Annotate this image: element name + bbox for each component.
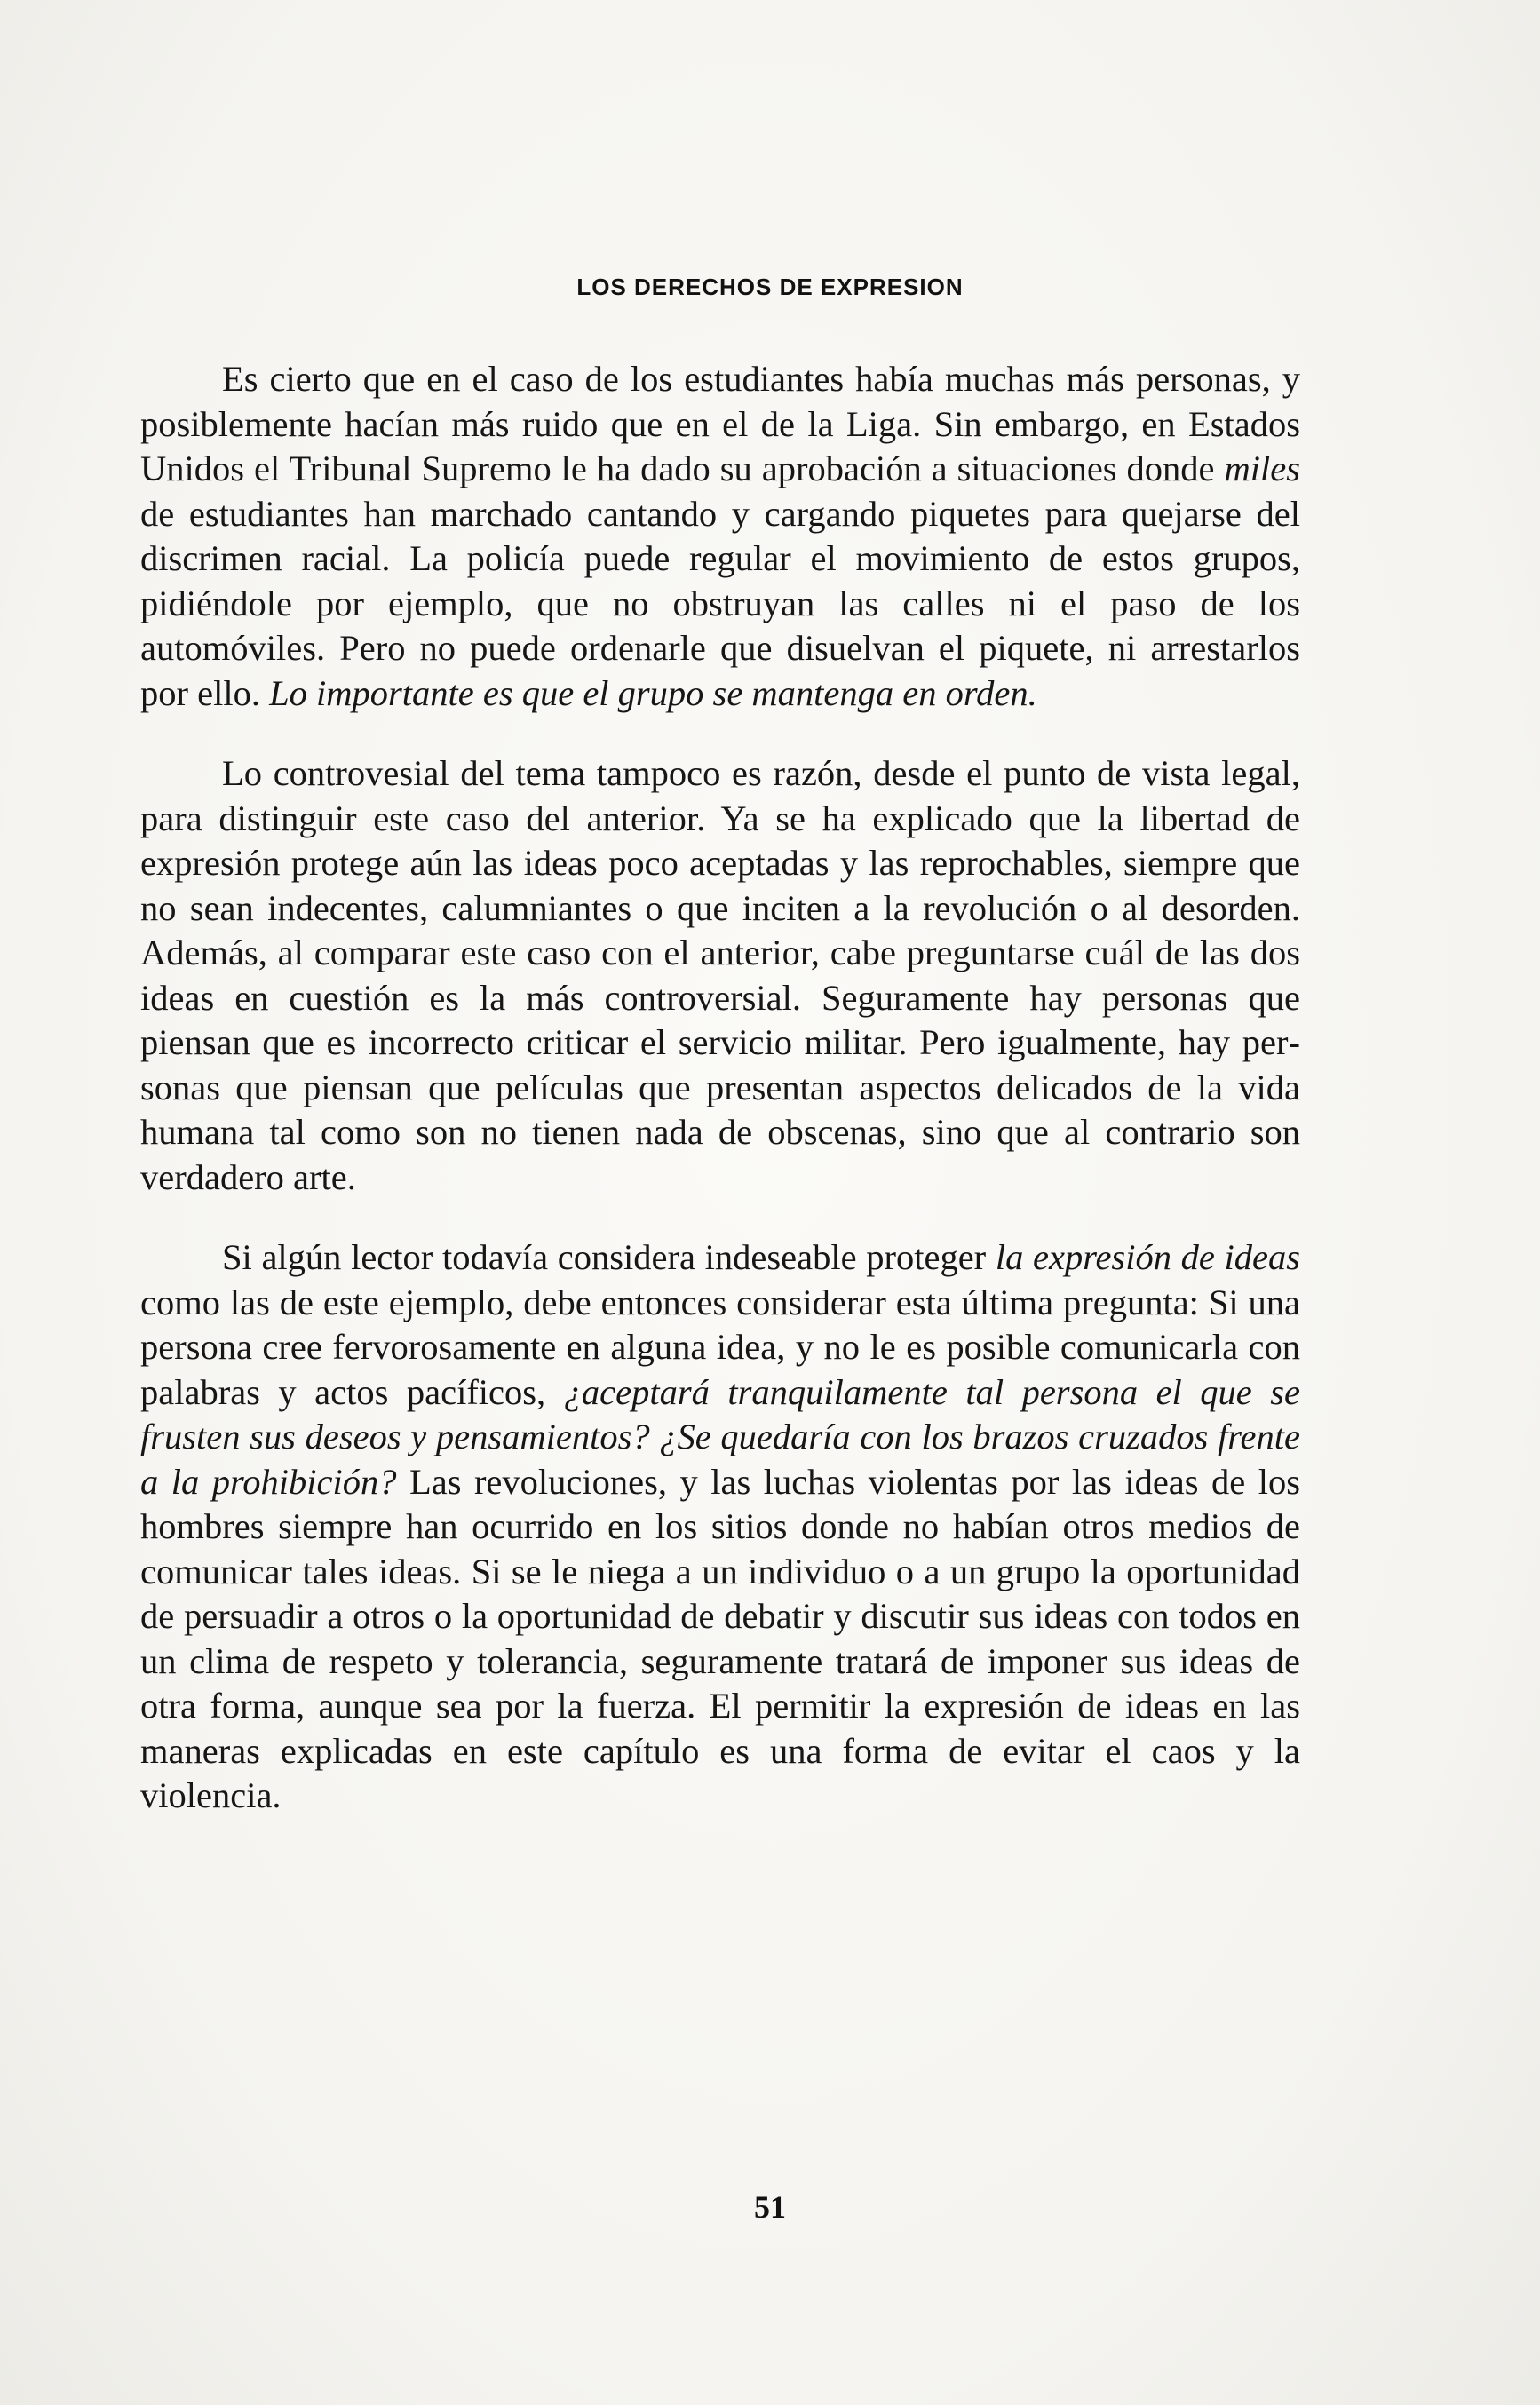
body-text <box>140 357 1300 1819</box>
italic-span: miles <box>1224 448 1300 488</box>
paragraph-1 <box>140 357 1300 716</box>
running-header: LOS DERECHOS DE EXPRESION <box>576 274 964 300</box>
text-span: Las revoluciones, y las luchas violentas por las ideas de los hombres siempre han ocurrido en los sitios donde no habían otros medios de comunicar tales ideas. Si se le niega a un individuo o a un grupo la oportunidad de persuadir a otros o la oportunidad de debatir y discutir sus ideas con todos en un clima de respeto y tolerancia, seguramente tratará de imponer sus ideas de otra forma, aunque sea por la fuerza. El permitir la expresión de ideas en las maneras explicadas en este capítulo es una forma de evitar el caos y la violencia. <box>140 1461 1300 1815</box>
paragraph-2 <box>140 751 1300 1200</box>
italic-span: Lo importante es que el grupo se mantenga en orden. <box>269 672 1037 713</box>
paragraph-3 <box>140 1235 1300 1819</box>
italic-span: ¿aceptará tranquilamente tal persona el que se frusten sus deseos y pensamientos? ¿Se quedaría con los brazos cruzados frente a la prohibición? <box>140 1371 1300 1502</box>
italic-span: la expresión de ideas <box>995 1237 1300 1277</box>
text-span: Es cierto que en el caso de los estudiantes había muchas más personas, y posiblemente hacían más ruido que en el de la Liga. Sin embargo, en Estados Unidos el Tribunal Supremo le ha dado su aprobación a situaciones donde <box>140 359 1300 488</box>
text-span: Lo controvesial del tema tampoco es razón, desde el punto de vista legal, para distinguir este caso del anterior. Ya se ha explicado que la libertad de expresión protege aún las ideas poco aceptadas y las reprochables, siempre que no sean indecentes, calumniantes o que inciten a la revolución o al desorden. Además, al comparar este caso con el anterior, cabe preguntarse cuál de las dos ideas en cuestión es la más controversial. Seguramente hay personas que piensan que es incorrecto criticar el servicio militar. Pero igualmente, hay personas que piensan que películas que presentan aspectos delicados de la vida humana tal como son no tienen nada de obscenas, sino que al contrario son verdadero arte. <box>140 753 1300 1197</box>
text-span: como las de este ejemplo, debe entonces considerar esta última pregunta: Si una persona cree fervorosamente en alguna idea, y no le es posible comunicarla con palabras y actos pacíficos, <box>140 1282 1300 1412</box>
text-span: Si algún lector todavía considera indeseable proteger <box>222 1237 996 1277</box>
text-span: de estudiantes han marchado cantando y cargando piquetes para quejarse del discrimen racial. La policía puede regular el movimiento de estos grupos, pidiéndole por ejemplo, que no obstruyan las calles ni el paso de los automóviles. Pero no puede ordenarle que disuelvan el piquete, ni arrestarlos por ello. <box>140 493 1300 713</box>
page-number: 51 <box>754 2189 786 2225</box>
